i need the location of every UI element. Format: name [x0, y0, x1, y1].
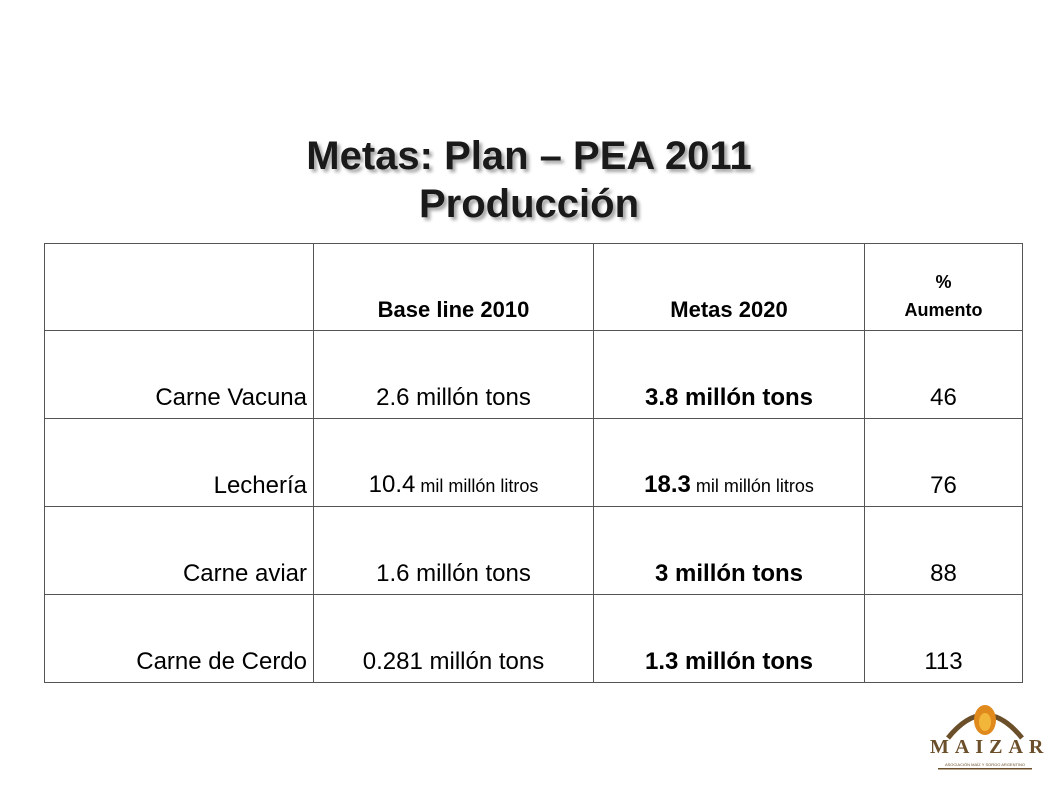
header-percent-symbol: % [935, 272, 952, 292]
meta-cell [594, 331, 865, 419]
base-unit: millón tons [409, 560, 531, 587]
header-product [45, 244, 314, 331]
table-row [45, 331, 1023, 419]
meta-unit: millón tons [668, 560, 804, 587]
base-value: 2.6 [376, 384, 410, 411]
product-cell: Lechería [45, 419, 314, 507]
logo-subtitle: ASOCIACIÓN MAÍZ Y SORGO ARGENTINO [944, 762, 1026, 767]
header-percent-word: Aumento [904, 300, 983, 320]
product-cell: Carne de Cerdo [45, 595, 314, 683]
meta-value: 3 [654, 560, 669, 587]
percent-cell: 76 [865, 419, 1023, 507]
base-cell [314, 419, 594, 507]
meta-value: 3.8 [644, 384, 679, 411]
meta-value: 18.3 [644, 471, 691, 498]
meta-unit: millón tons [678, 648, 814, 675]
logo-grain-inner [979, 713, 991, 731]
meta-unit: mil millón litros [690, 476, 814, 496]
base-value: 10.4 [368, 471, 416, 498]
percent-cell: 88 [865, 507, 1023, 595]
header-metas: Metas 2020 [594, 244, 865, 331]
table-row [45, 419, 1023, 507]
product-cell: Carne aviar [45, 507, 314, 595]
base-unit: millón tons [409, 384, 531, 411]
table-row [45, 507, 1023, 595]
meta-unit: millón tons [678, 384, 814, 411]
production-goals-table [44, 243, 1023, 683]
header-percent-increase [865, 244, 1023, 331]
logo-base-line [938, 768, 1032, 770]
table-header-row [45, 244, 1023, 331]
meta-value: 1.3 [644, 648, 679, 675]
table-row [45, 595, 1023, 683]
base-cell [314, 507, 594, 595]
page-title-line-1: Metas: Plan – PEA 2011 [306, 134, 752, 178]
logo-wordmark: MAIZAR [930, 736, 1050, 758]
base-value: 1.6 [376, 560, 410, 587]
meta-cell [594, 507, 865, 595]
meta-cell [594, 595, 865, 683]
meta-cell [594, 419, 865, 507]
percent-cell: 113 [865, 595, 1023, 683]
page-title-line-2: Producción [418, 182, 640, 226]
percent-cell: 46 [865, 331, 1023, 419]
base-cell [314, 331, 594, 419]
header-base-line: Base line 2010 [314, 244, 594, 331]
base-cell [314, 595, 594, 683]
base-unit: millón tons [422, 648, 545, 675]
base-unit: mil millón litros [415, 476, 539, 496]
product-cell: Carne Vacuna [45, 331, 314, 419]
base-value: 0.281 [362, 648, 423, 675]
